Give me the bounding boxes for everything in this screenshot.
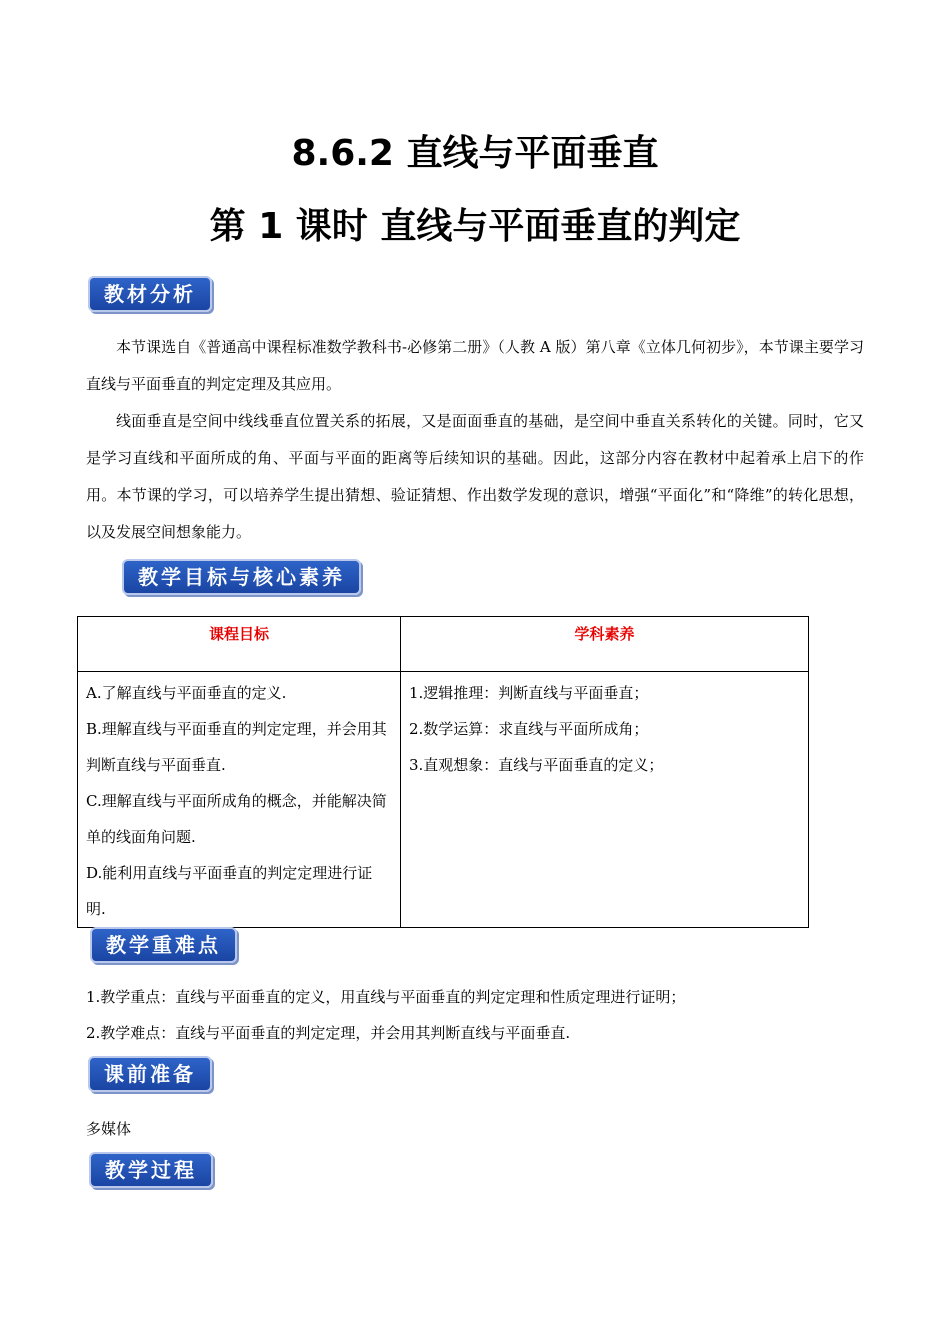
list-item: 1.逻辑推理：判断直线与平面垂直； bbox=[409, 684, 649, 702]
list-item: D.能利用直线与平面垂直的判定定理进行证明. bbox=[86, 864, 373, 918]
table-header-row bbox=[78, 617, 809, 672]
subject-literacy-cell bbox=[401, 672, 809, 928]
table-row bbox=[78, 672, 809, 928]
keypoint-item-1: 1.教学重点：直线与平面垂直的定义，用直线与平面垂直的判定定理和性质定理进行证明； bbox=[86, 988, 686, 1006]
main-title: 8.6.2 直线与平面垂直 bbox=[291, 133, 659, 174]
table-header-subject-literacy: 学科素养 bbox=[401, 617, 809, 672]
table-header-course-goals: 课程目标 bbox=[78, 617, 401, 672]
section-badge-keypoints: 教学重难点 bbox=[90, 927, 237, 963]
list-item: 3.直观想象：直线与平面垂直的定义； bbox=[409, 756, 664, 774]
course-goals-cell bbox=[78, 672, 401, 928]
sub-title: 第 1 课时 直线与平面垂直的判定 bbox=[209, 206, 741, 247]
section-badge-goals: 教学目标与核心素养 bbox=[122, 559, 361, 595]
prep-text: 多媒体 bbox=[86, 1120, 132, 1138]
list-item: B.理解直线与平面垂直的判定定理，并会用其判断直线与平面垂直. bbox=[86, 720, 387, 774]
analysis-paragraph-1: 本节课选自《普通高中课程标准数学教科书-必修第二册》（人教 A 版）第八章《立体几何初步》，本节课主要学习直线与平面垂直的判定定理及其应用。 bbox=[86, 338, 864, 393]
goals-table bbox=[77, 616, 809, 928]
list-item: 2.数学运算：求直线与平面所成角； bbox=[409, 720, 649, 738]
section-badge-process: 教学过程 bbox=[89, 1152, 213, 1188]
section-badge-prep: 课前准备 bbox=[88, 1056, 212, 1092]
analysis-paragraph-2: 线面垂直是空间中线线垂直位置关系的拓展，又是面面垂直的基础，是空间中垂直关系转化的关键。同时，它又是学习直线和平面所成的角、平面与平面的距离等后续知识的基础。因此，这部分内容在教材中起着承上启下的作用。本节课的学习，可以培养学生提出猜想、验证猜想、作出数学发现的意识，增强“平面化”和“降维”的转化思想，以及发展空间想象能力。 bbox=[86, 412, 864, 541]
keypoint-item-2: 2.教学难点：直线与平面垂直的判定定理，并会用其判断直线与平面垂直. bbox=[86, 1024, 571, 1042]
list-item: C.理解直线与平面所成角的概念，并能解决简单的线面角问题. bbox=[86, 792, 387, 846]
list-item: A.了解直线与平面垂直的定义. bbox=[86, 684, 287, 702]
section-badge-analysis: 教材分析 bbox=[88, 276, 212, 312]
